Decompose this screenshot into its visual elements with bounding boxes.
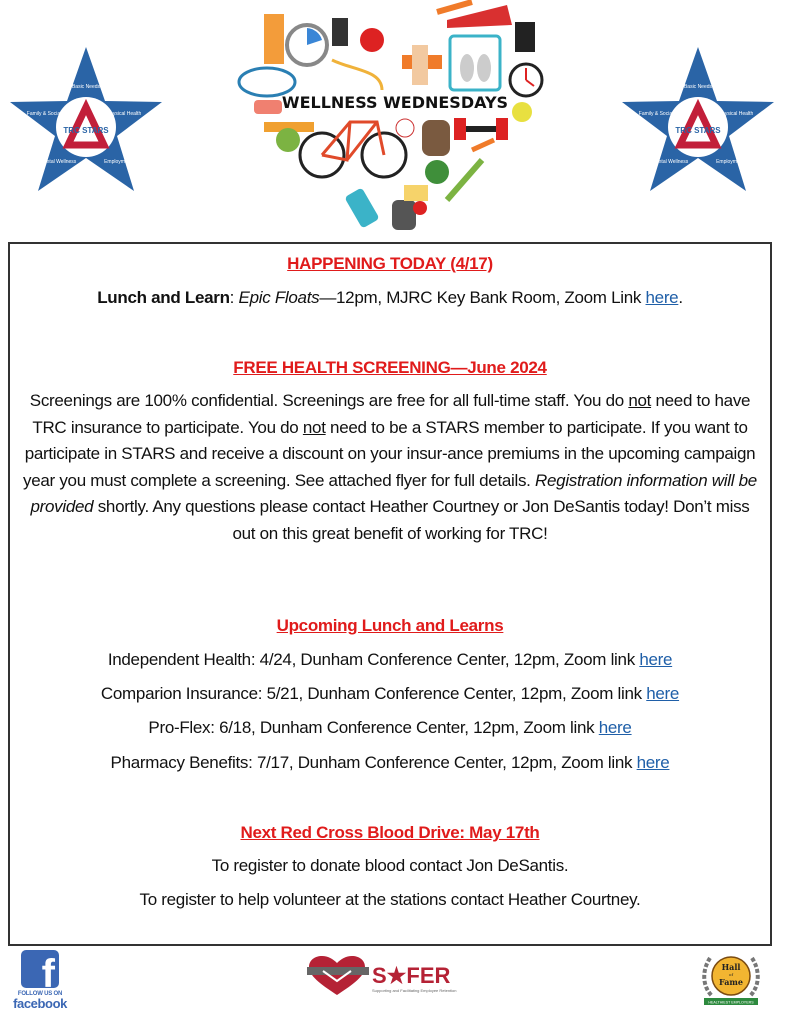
stars-logo-name: TRC STARS [675, 126, 721, 135]
wellness-wednesdays-heart-banner [232, 0, 558, 240]
lunch-and-learn-label: Lunch and Learn [97, 288, 230, 307]
trc-stars-logo-left [6, 45, 166, 195]
separator: : [229, 288, 239, 307]
safer-wordmark: S★FER [372, 963, 451, 988]
hall-of-fame-badge [700, 950, 762, 1014]
blood-drive-volunteer-line: To register to help volunteer at the stations contact Heather Courtney. [139, 890, 641, 909]
follow-us-label: FOLLOW US ON [17, 991, 63, 997]
upcoming-item [10, 753, 770, 773]
star-point-label: Physical Health [718, 111, 754, 117]
zoom-link[interactable]: here [598, 718, 632, 737]
facebook-follow-badge[interactable] [10, 950, 70, 1020]
star-point-label: Mental Wellness [39, 159, 77, 165]
upcoming-item-text: Pro-Flex: 6/18, Dunham Conference Center, 12pm, Zoom link [148, 718, 599, 737]
star-point-label: Basic Needs [683, 84, 713, 90]
star-point-label: Family & Social [26, 111, 62, 117]
period: . [678, 288, 683, 307]
zoom-link[interactable]: here [646, 684, 680, 703]
star-point-label: Employment [716, 159, 744, 165]
zoom-link[interactable]: here [636, 753, 670, 772]
star-point-label: Employment [104, 159, 132, 165]
facebook-f-glyph: f [41, 952, 55, 988]
event-name: Epic Floats [238, 288, 320, 307]
facebook-wordmark: facebook [13, 996, 67, 1011]
upcoming-item-text: Pharmacy Benefits: 7/17, Dunham Conference Center, 12pm, Zoom link [110, 753, 637, 772]
emphasis-not: not [628, 391, 652, 410]
today-zoom-link[interactable]: here [645, 288, 679, 307]
health-screening-title: FREE HEALTH SCREENING—June 2024 [233, 358, 547, 377]
text: shortly. Any questions please contact Heather Courtney or Jon DeSantis today! Don’t miss out on this great benefit of working for TRC! [93, 497, 750, 543]
upcoming-item [10, 650, 770, 670]
upcoming-lunch-learns-title: Upcoming Lunch and Learns [276, 616, 504, 635]
stars-logo-name: TRC STARS [63, 126, 109, 135]
star-point-label: Family & Social [638, 111, 674, 117]
blood-drive-donate-line: To register to donate blood contact Jon DeSantis. [211, 856, 569, 875]
registration-note: Registration information will be provided [30, 470, 757, 516]
facebook-icon [21, 950, 59, 988]
hof-ribbon: HEALTHIEST EMPLOYERS [708, 1000, 754, 1005]
hof-line1: Hall [721, 962, 741, 972]
hof-line3: Fame [719, 977, 743, 987]
text: need to be a STARS member to participate. If you want to participate in STARS and receive a discount on your insur-ance premiums in the upcoming campaign year you must complete a screening. See attached flyer for full details. [23, 417, 756, 490]
trc-stars-logo-right [618, 45, 778, 195]
safer-logo [305, 955, 485, 997]
upcoming-item-text: Comparion Insurance: 5/21, Dunham Conference Center, 12pm, Zoom link [100, 684, 647, 703]
zoom-link[interactable]: here [639, 650, 673, 669]
text: need to have TRC insurance to participate. You do [32, 391, 751, 437]
content-box [8, 242, 772, 946]
upcoming-item [10, 718, 770, 738]
upcoming-item-text: Independent Health: 4/24, Dunham Conference Center, 12pm, Zoom link [107, 650, 640, 669]
blood-drive-title: Next Red Cross Blood Drive: May 17th [240, 823, 540, 842]
emphasis-not: not [302, 417, 326, 437]
hof-line2: of [729, 972, 733, 977]
event-details: —12pm, MJRC Key Bank Room, Zoom Link [319, 288, 646, 307]
text: Screenings are 100% confidential. Screenings are free for all full-time staff. You do [29, 391, 629, 410]
star-point-label: Physical Health [106, 111, 142, 117]
heart-handshake-icon [309, 956, 365, 995]
lunch-and-learn-today [10, 288, 770, 308]
upcoming-item [10, 684, 770, 704]
happening-today-title: HAPPENING TODAY (4/17) [287, 254, 493, 273]
banner-title: WELLNESS WEDNESDAYS [281, 93, 509, 112]
health-screening-paragraph [10, 388, 770, 547]
safer-tagline: Supporting and Facilitating Employee Retention [372, 988, 457, 993]
star-point-label: Basic Needs [71, 84, 101, 90]
star-point-label: Mental Wellness [651, 159, 689, 165]
